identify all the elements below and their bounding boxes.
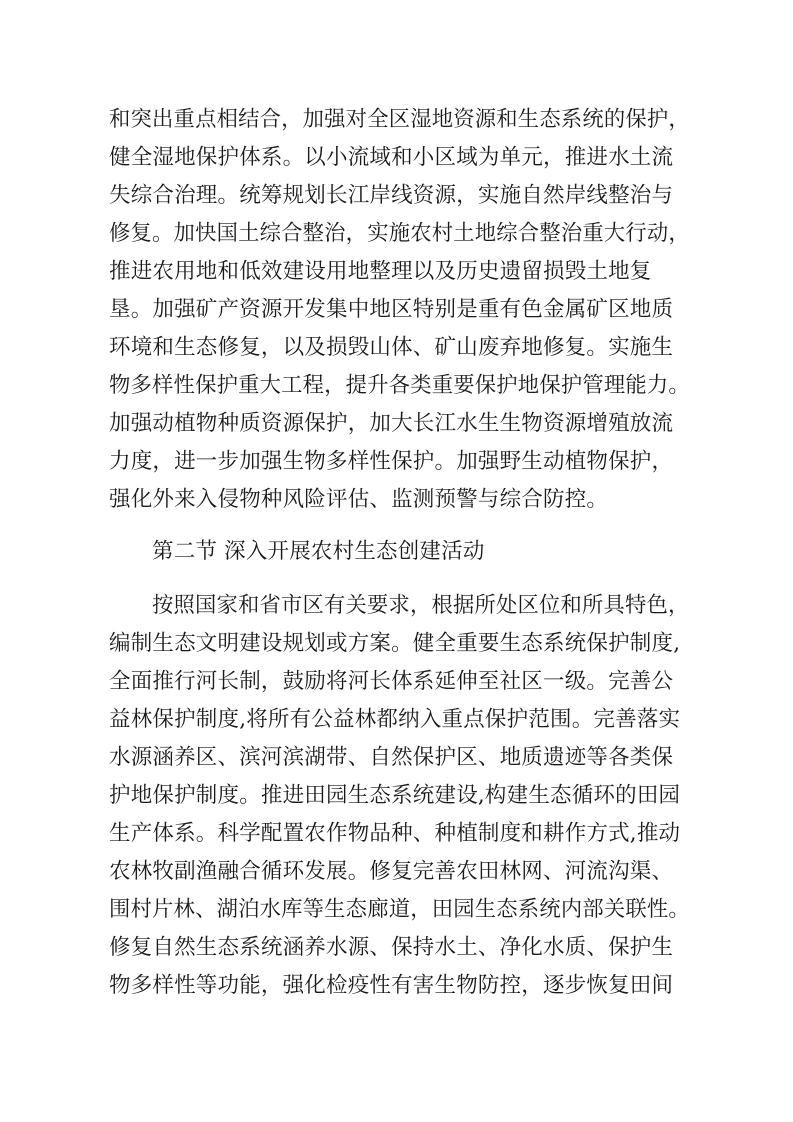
paragraph-line: 环境和生态修复，以及损毁山体、矿山废弃地修复。实施生 [109, 335, 674, 360]
paragraph-line: 物多样性等功能，强化检疫性有害生物防控，逐步恢复田间 [109, 973, 674, 998]
paragraph-line: 编制生态文明建设规划或方案。健全重要生态系统保护制度, [109, 631, 681, 656]
paragraph-line: 益林保护制度,将所有公益林都纳入重点保护范围。完善落实 [109, 707, 681, 732]
paragraph-line: 健全湿地保护体系。以小流域和小区域为单元，推进水土流 [109, 145, 674, 170]
paragraph-line: 修复。加快国土综合整治，实施农村土地综合整治重大行动， [109, 221, 690, 246]
paragraph-line: 力度，进一步加强生物多样性保护。加强野生动植物保护， [109, 449, 674, 474]
paragraph-line: 按照国家和省市区有关要求，根据所处区位和所具特色， [152, 593, 690, 618]
paragraph-line: 推进农用地和低效建设用地整理以及历史遗留损毁土地复 [109, 259, 652, 284]
paragraph-line: 围村片林、湖泊水库等生态廊道，田园生态系统内部关联性。 [109, 897, 690, 922]
section-heading: 第二节 深入开展农村生态创建活动 [152, 539, 485, 564]
paragraph-line: 修复自然生态系统涵养水源、保持水土、净化水质、保护生 [109, 935, 674, 960]
paragraph-line: 强化外来入侵物种风险评估、监测预警与综合防控。 [109, 487, 609, 512]
paragraph-line: 物多样性保护重大工程，提升各类重要保护地保护管理能力。 [109, 373, 690, 398]
paragraph-line: 加强动植物种质资源保护，加大长江水生生物资源增殖放流 [109, 411, 674, 436]
paragraph-line: 水源涵养区、滨河滨湖带、自然保护区、地质遗迹等各类保 [109, 745, 674, 770]
paragraph-line: 农林牧副渔融合循环发展。修复完善农田林网、河流沟渠、 [109, 859, 674, 884]
paragraph-line: 失综合治理。统筹规划长江岸线资源，实施自然岸线整治与 [109, 183, 674, 208]
paragraph-line: 和突出重点相结合，加强对全区湿地资源和生态系统的保护， [109, 107, 690, 132]
paragraph-line: 护地保护制度。推进田园生态系统建设,构建生态循环的田园 [109, 783, 681, 808]
paragraph-line: 全面推行河长制，鼓励将河长体系延伸至社区一级。完善公 [109, 669, 674, 694]
paragraph-line: 垦。加强矿产资源开发集中地区特别是重有色金属矿区地质 [109, 297, 674, 322]
paragraph-line: 生产体系。科学配置农作物品种、种植制度和耕作方式,推动 [109, 821, 681, 846]
